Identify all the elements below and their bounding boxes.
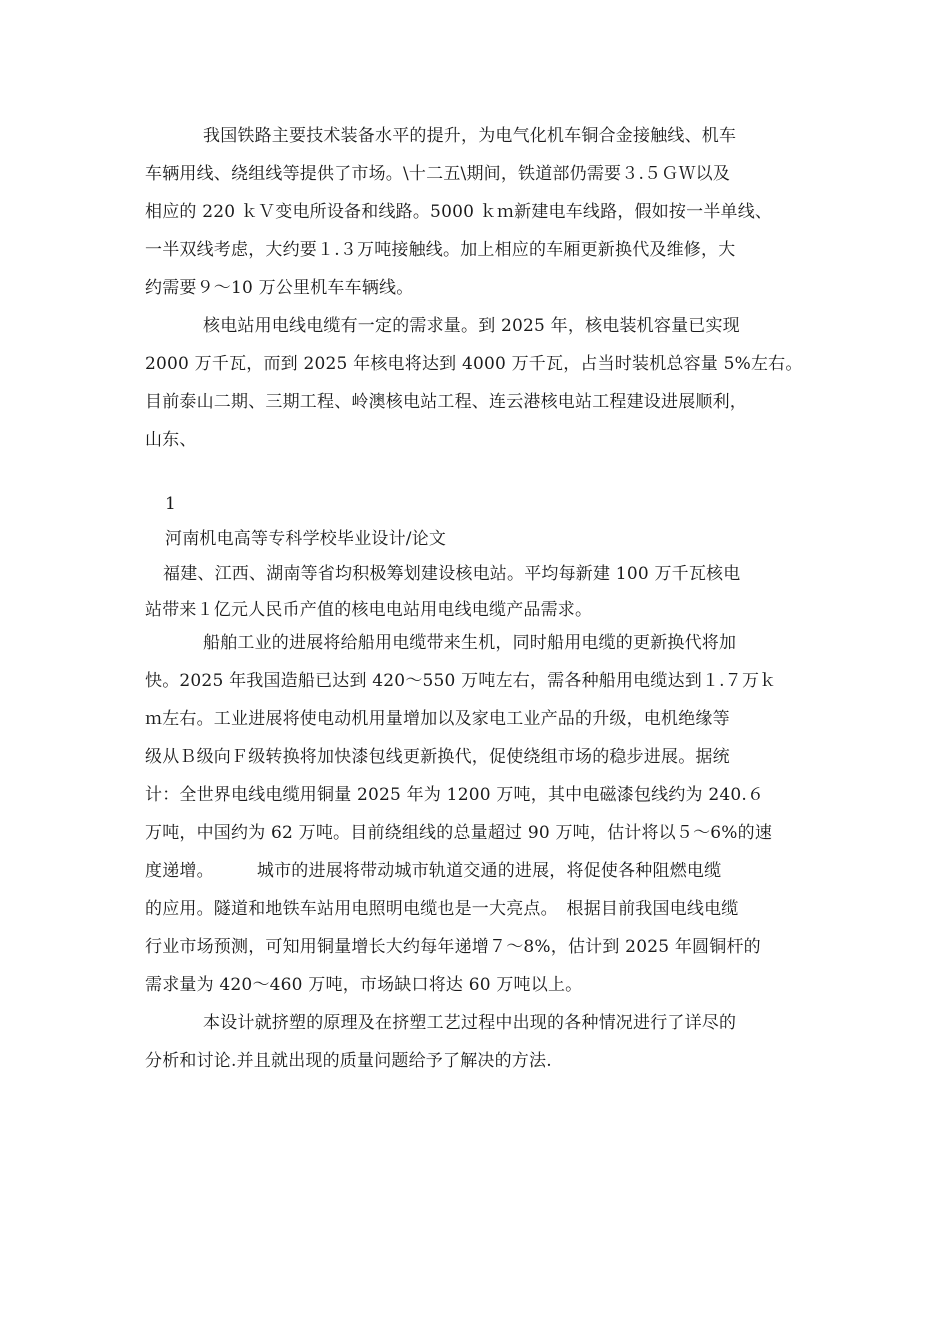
- text-line: 福建、江西、湖南等省均积极筹划建设核电站。平均每新建 100 万千瓦核电: [163, 564, 741, 584]
- text-line: 需求量为 420～460 万吨，市场缺口将达 60 万吨以上。: [145, 975, 583, 995]
- text-line: 计：全世界电线电缆用铜量 2025 年为 1200 万吨，其中电磁漆包线约为 240.６: [145, 785, 765, 805]
- text-line: 2000 万千瓦，而到 2025 年核电将达到 4000 万千瓦，占当时装机总容量 5%左右。: [145, 354, 803, 374]
- text-line: 目前泰山二期、三期工程、岭澳核电站工程、连云港核电站工程建设进展顺利，: [145, 392, 747, 412]
- text-line: 山东、: [145, 430, 197, 450]
- text-line: 相应的 220 ｋＶ变电所设备和线路。5000 ｋｍ新建电车线路，假如按一半单线、: [145, 202, 773, 222]
- text-line: 快。2025 年我国造船已达到 420～550 万吨左右，需各种船用电缆达到１.７万ｋ: [145, 671, 777, 691]
- text-line: 我国铁路主要技术装备水平的提升，为电气化机车铜合金接触线、机车: [203, 126, 737, 146]
- text-line: 核电站用电线电缆有一定的需求量。到 2025 年，核电装机容量已实现: [203, 316, 740, 336]
- text-line: 级从Ｂ级向Ｆ级转换将加快漆包线更新换代，促使绕组市场的稳步进展。据统: [145, 747, 730, 767]
- text-line: 本设计就挤塑的原理及在挤塑工艺过程中出现的各种情况进行了详尽的: [203, 1013, 737, 1033]
- text-line: 船舶工业的进展将给船用电缆带来生机，同时船用电缆的更新换代将加: [203, 633, 737, 653]
- text-line: 万吨，中国约为 62 万吨。目前绕组线的总量超过 90 万吨，估计将以５～6%的速: [145, 823, 773, 843]
- text-line: 约需要９～10 万公里机车车辆线。: [145, 278, 414, 298]
- text-line: 站带来１亿元人民币产值的核电电站用电线电缆产品需求。: [145, 600, 593, 620]
- page-number: 1: [165, 494, 177, 514]
- running-header: 河南机电高等专科学校毕业设计/论文: [165, 529, 447, 549]
- text-line: 车辆用线、绕组线等提供了市场。\十二五\期间，铁道部仍需要３.５ＧＷ以及: [145, 164, 731, 184]
- text-line: 的应用。隧道和地铁车站用电照明电缆也是一大亮点。 根据目前我国电线电缆: [145, 899, 739, 919]
- text-line: 一半双线考虑，大约要１.３万吨接触线。加上相应的车厢更新换代及维修，大: [145, 240, 736, 260]
- text-line: 行业市场预测，可知用铜量增长大约每年递增７～8%，估计到 2025 年圆铜杆的: [145, 937, 761, 957]
- text-line: 分析和讨论.并且就出现的质量问题给予了解决的方法.: [145, 1051, 552, 1071]
- text-line: 度递增。 城市的进展将带动城市轨道交通的进展，将促使各种阻燃电缆: [145, 861, 722, 881]
- text-line: ｍ左右。工业进展将使电动机用量增加以及家电工业产品的升级，电机绝缘等: [145, 709, 730, 729]
